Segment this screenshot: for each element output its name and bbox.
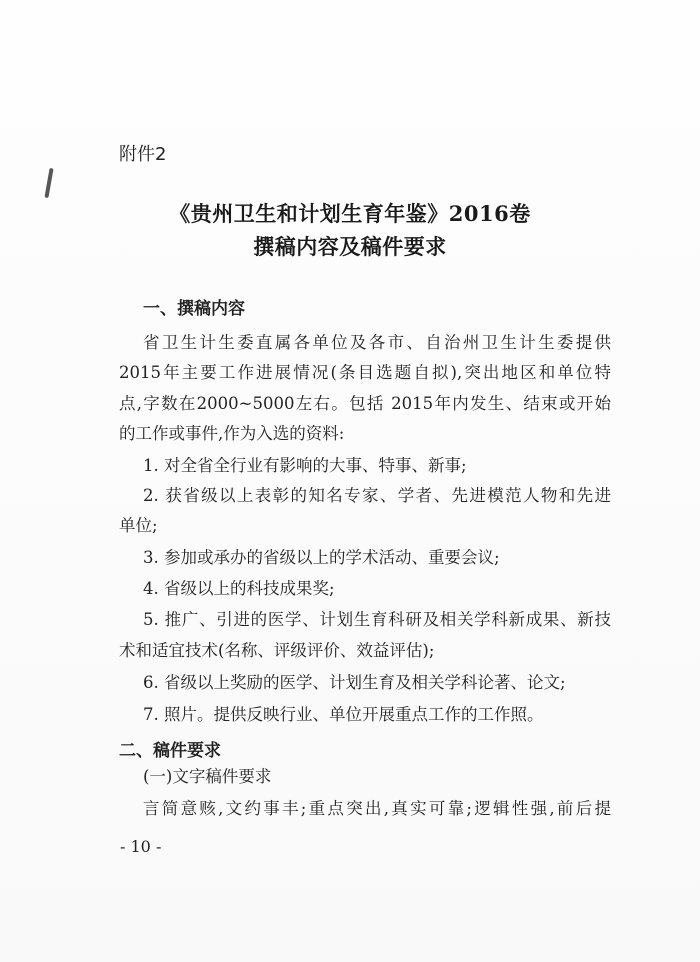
list-item-3: 3. 参加或承办的省级以上的学术活动、重要会议; [143, 548, 500, 567]
page-number: - 10 - [120, 837, 162, 856]
paragraph-line: 省卫生计生委直属各单位及各市、自治州卫生计生委提供 [143, 333, 611, 352]
list-item-2: 2. 获省级以上表彰的知名专家、学者、先进模范人物和先进 [143, 486, 611, 505]
section2-heading: 二、稿件要求 [119, 741, 221, 761]
list-item-5-cont: 术和适宜技术(名称、评级评价、效益评估); [119, 641, 435, 660]
document-subtitle: 撰稿内容及稿件要求 [253, 234, 447, 259]
section1-heading: 一、撰稿内容 [143, 299, 245, 319]
list-item-2-cont: 单位; [119, 516, 158, 535]
list-item-6: 6. 省级以上奖励的医学、计划生育及相关学科论著、论文; [143, 673, 566, 692]
list-item-4: 4. 省级以上的科技成果奖; [143, 579, 335, 598]
list-item-5: 5. 推广、引进的医学、计划生育科研及相关学科新成果、新技 [143, 610, 611, 629]
attachment-label: 附件2 [119, 144, 167, 165]
paragraph-line: 言简意赅,文约事丰;重点突出,真实可靠;逻辑性强,前后提 [143, 799, 611, 818]
paragraph-line: 点,字数在2000~5000左右。包括 2015年内发生、结束或开始 [119, 394, 611, 413]
paragraph-line: 的工作或事件,作为入选的资料: [119, 424, 345, 443]
list-item-1: 1. 对全省全行业有影响的大事、特事、新事; [143, 456, 467, 475]
scan-mark [44, 168, 53, 198]
list-item-7: 7. 照片。提供反映行业、单位开展重点工作的工作照。 [143, 705, 544, 724]
paragraph-line: 2015年主要工作进展情况(条目选题自拟),突出地区和单位特 [119, 363, 611, 382]
section2-subheading: (一)文字稿件要求 [143, 767, 272, 786]
document-title: 《贵州卫生和计划生育年鉴》2016卷 [169, 201, 531, 226]
